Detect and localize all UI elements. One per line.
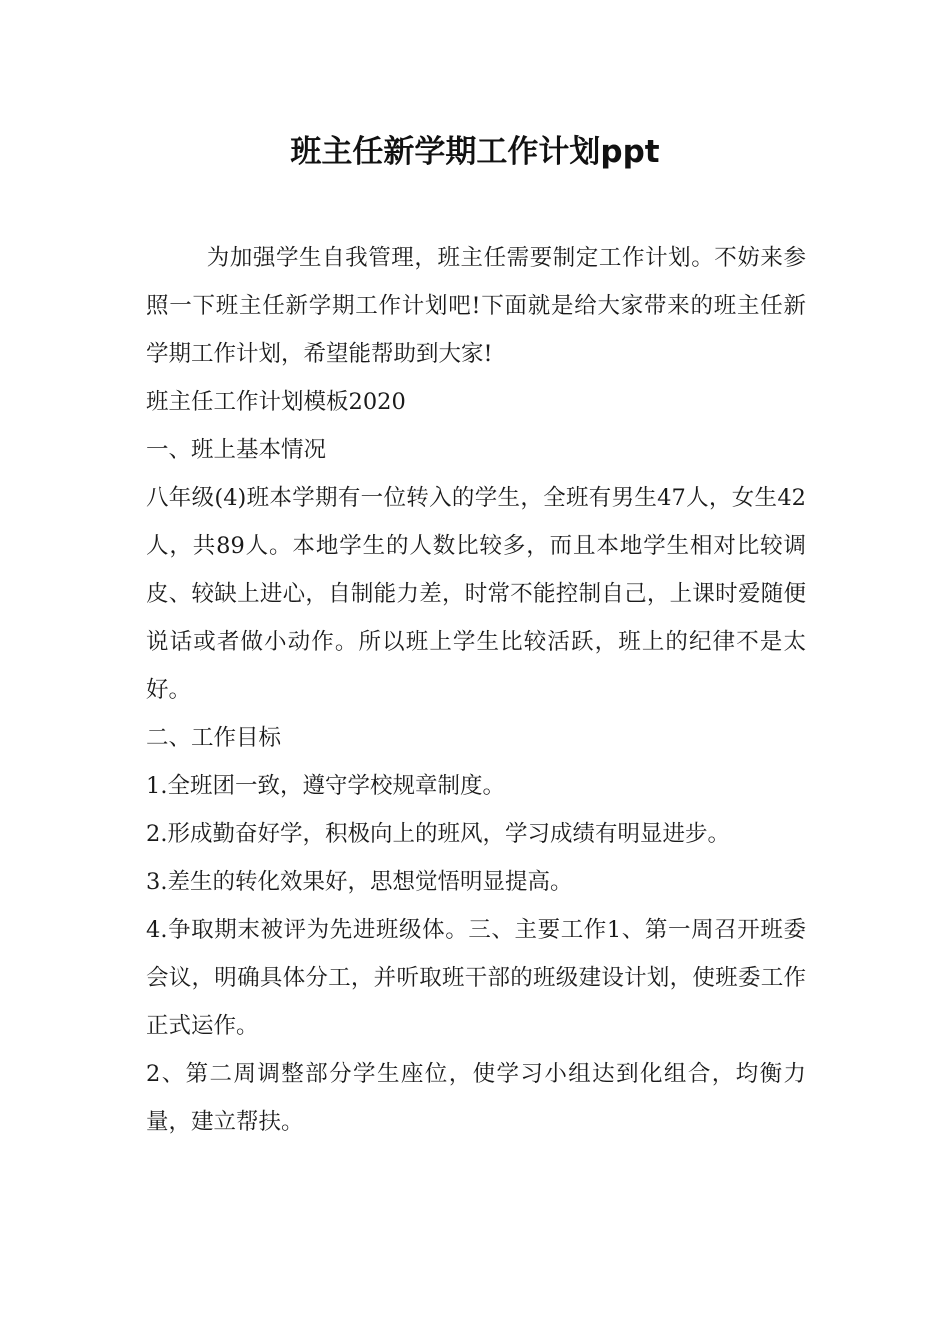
document-title: 班主任新学期工作计划ppt: [290, 134, 660, 170]
class-situation-paragraph: 八年级(4)班本学期有一位转入的学生，全班有男生47人，女生42人，共89人。本地学生的人数比较多，而且本地学生相对比较调皮、较缺上进心，自制能力差，时常不能控制自己，上课时爱随便说话或者做小动作。所以班上学生比较活跃，班上的纪律不是太好。: [146, 485, 806, 703]
section-heading-basic-situation: 一、班上基本情况: [146, 437, 327, 463]
work-item-2: 2、第二周调整部分学生座位，使学习小组达到化组合，均衡力量，建立帮扶。: [146, 1061, 806, 1135]
goal-item-2: 2.形成勤奋好学，积极向上的班风，学习成绩有明显进步。: [146, 821, 730, 847]
intro-paragraph: 为加强学生自我管理，班主任需要制定工作计划。不妨来参照一下班主任新学期工作计划吧!下面就是给大家带来的班主任新学期工作计划，希望能帮助到大家!: [146, 245, 806, 367]
section-heading-work-goals: 二、工作目标: [146, 725, 282, 751]
document-body: [146, 234, 806, 1146]
goal-item-4: 4.争取期末被评为先进班级体。三、主要工作1、第一周召开班委会议，明确具体分工，并听取班干部的班级建设计划，使班委工作正式运作。: [146, 917, 806, 1039]
goal-item-3: 3.差生的转化效果好，思想觉悟明显提高。: [146, 869, 573, 895]
section-heading-template: 班主任工作计划模板2020: [146, 389, 406, 415]
goal-item-1: 1.全班团一致，遵守学校规章制度。: [146, 773, 505, 799]
